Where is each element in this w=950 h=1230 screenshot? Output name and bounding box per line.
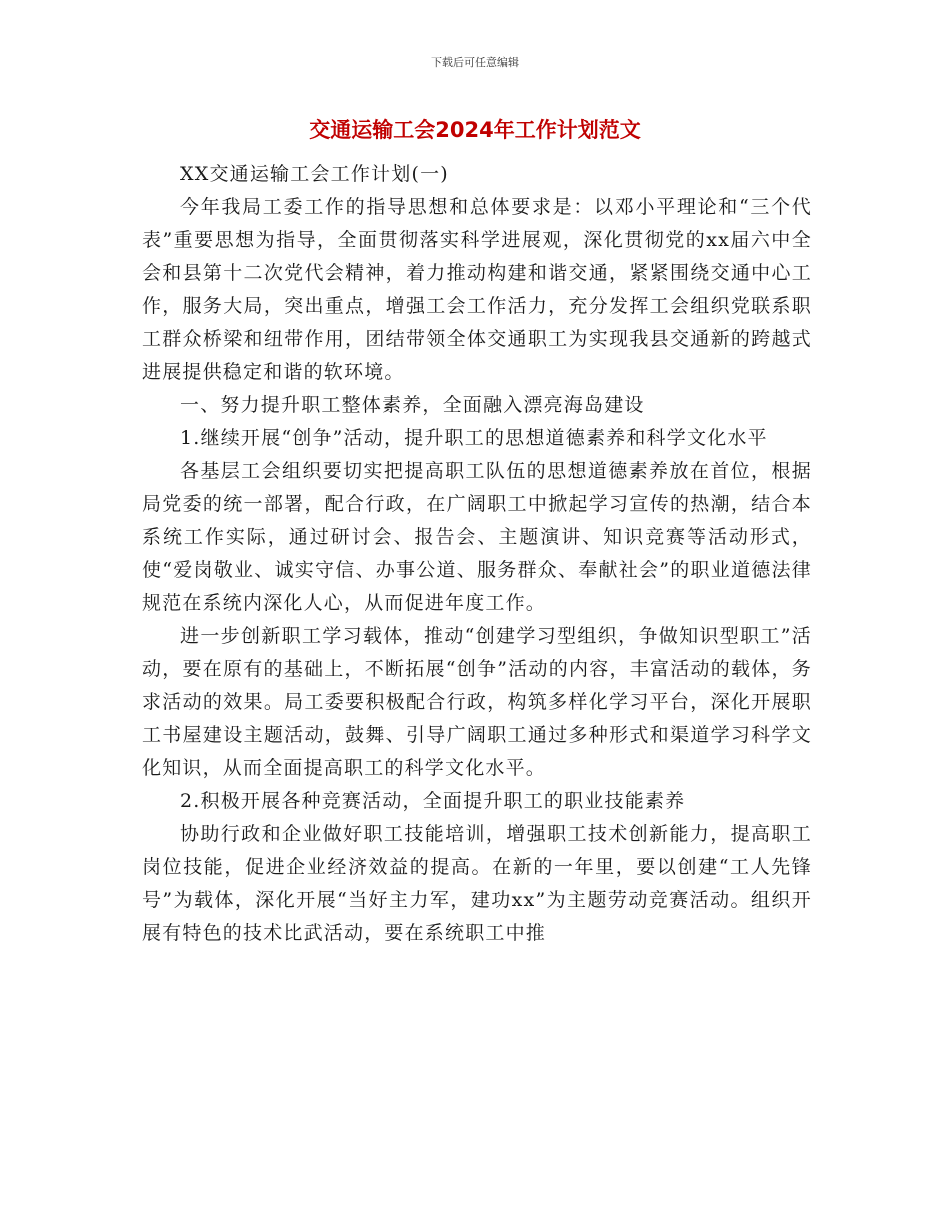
subsection-heading: 2.积极开展各种竞赛活动，全面提升职工的职业技能素养	[180, 790, 686, 812]
paragraph: 各基层工会组织要切实把提高职工队伍的思想道德素养放在首位，根据局党委的统一部署，配合行政，在广阔职工中掀起学习宣传的热潮，结合本系统工作实际，通过研讨会、报告会、主题演讲、知识竞赛等活动形式，使“爱岗敬业、诚实守信、办事公道、服务群众、奉献社会”的职业道德法律规范在系统内深化人心，从而促进年度工作。	[142, 460, 812, 614]
section-heading: 一、努力提升职工整体素养，全面融入漂亮海岛建设	[180, 394, 645, 416]
document-body	[142, 158, 812, 950]
paragraph: 进一步创新职工学习载体，推动“创建学习型组织，争做知识型职工”活动，要在原有的基础上，不断拓展“创争”活动的内容，丰富活动的载体，务求活动的效果。局工委要积极配合行政，构筑多样化学习平台，深化开展职工书屋建设主题活动，鼓舞、引导广阔职工通过多种形式和渠道学习科学文化知识，从而全面提高职工的科学文化水平。	[142, 625, 812, 779]
section-heading: XX交通运输工会工作计划(一)	[180, 163, 449, 185]
page-header-note: 下载后可任意编辑	[431, 56, 519, 69]
paragraph: 协助行政和企业做好职工技能培训，增强职工技术创新能力，提高职工岗位技能，促进企业经济效益的提高。在新的一年里，要以创建“工人先锋号”为载体，深化开展“当好主力军，建功xx”为主题劳动竞赛活动。组织开展有特色的技术比武活动，要在系统职工中推	[142, 823, 812, 944]
document-title: 交通运输工会2024年工作计划范文	[309, 118, 641, 142]
subsection-heading: 1.继续开展“创争”活动，提升职工的思想道德素养和科学文化水平	[180, 427, 768, 449]
paragraph: 今年我局工委工作的指导思想和总体要求是：以邓小平理论和“三个代表”重要思想为指导，全面贯彻落实科学进展观，深化贯彻党的xx届六中全会和县第十二次党代会精神，着力推动构建和谐交通，紧紧围绕交通中心工作，服务大局，突出重点，增强工会工作活力，充分发挥工会组织党联系职工群众桥梁和纽带作用，团结带领全体交通职工为实现我县交通新的跨越式进展提供稳定和谐的软环境。	[142, 196, 812, 383]
